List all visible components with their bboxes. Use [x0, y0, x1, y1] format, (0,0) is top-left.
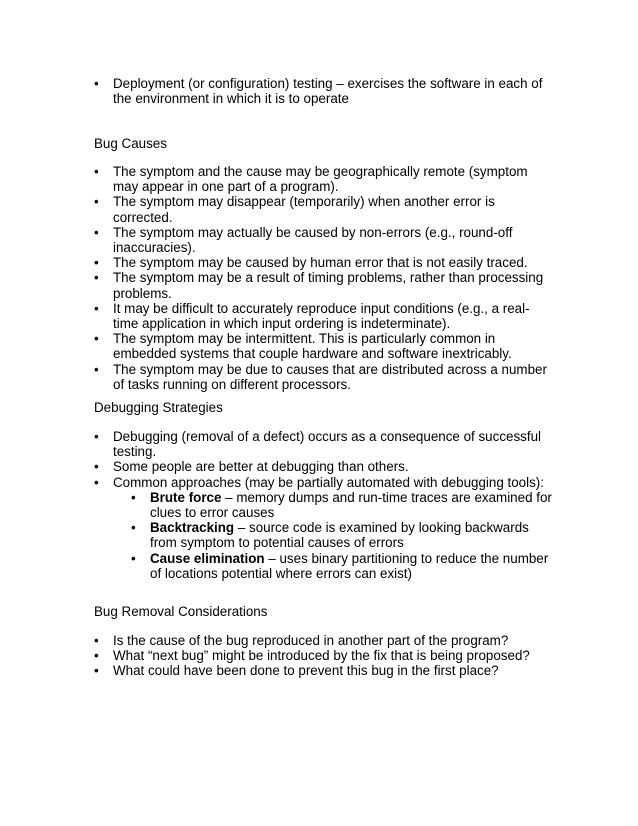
list-item: • The symptom may be intermittent. This is particularly common in embedded systems that couple hardware and software inextricably. [94, 331, 554, 361]
approach-term: Backtracking [150, 520, 235, 536]
list-item: • Deployment (or configuration) testing – exercises the software in each of the environment in which it is to operate [94, 76, 554, 106]
list-item: • The symptom may disappear (temporarily) when another error is corrected. [94, 194, 554, 224]
approach-term: Cause elimination [150, 550, 265, 566]
list-item: • The symptom may be caused by human error that is not easily traced. [94, 255, 554, 270]
approach-description: – memory dumps and run-time traces are examined for clues to error causes [150, 489, 552, 521]
list-item: • The symptom may be due to causes that are distributed across a number of tasks running on different processors. [94, 362, 554, 392]
approach-item [131, 520, 554, 550]
intro-list [94, 76, 554, 106]
approach-description: – uses binary partitioning to reduce the number of locations potential where errors can exist) [150, 550, 549, 581]
list-item [94, 475, 554, 581]
list-item: • The symptom may be a result of timing problems, rather than processing problems. [94, 270, 554, 300]
section-heading-bug-causes: Bug Causes [94, 136, 167, 151]
list-item-text: Common approaches (may be partially automated with debugging tools): [113, 474, 544, 490]
list-item: • The symptom and the cause may be geographically remote (symptom may appear in one part of a program). [94, 164, 554, 194]
list-item: • Is the cause of the bug reproduced in another part of the program? [94, 633, 554, 648]
approaches-list [131, 490, 554, 581]
section-heading-bug-removal: Bug Removal Considerations [94, 604, 268, 619]
debugging-strategies-list [94, 429, 554, 581]
section-heading-debugging-strategies: Debugging Strategies [94, 400, 223, 415]
list-item: • It may be difficult to accurately reproduce input conditions (e.g., a real-time application in which input ordering is indeterminate). [94, 301, 554, 331]
list-item: • Debugging (removal of a defect) occurs as a consequence of successful testing. [94, 429, 554, 459]
approach-item [131, 551, 554, 581]
approach-term: Brute force [150, 489, 222, 505]
bug-causes-list [94, 164, 554, 392]
list-item: • What “next bug” might be introduced by the fix that is being proposed? [94, 648, 554, 663]
approach-item [131, 490, 554, 520]
bug-removal-list [94, 633, 554, 679]
list-item: • Some people are better at debugging than others. [94, 459, 554, 474]
list-item: • The symptom may actually be caused by non-errors (e.g., round-off inaccuracies). [94, 225, 554, 255]
approach-description: – source code is examined by looking backwards from symptom to potential causes of errors [150, 520, 529, 551]
list-item: • What could have been done to prevent this bug in the first place? [94, 663, 554, 678]
